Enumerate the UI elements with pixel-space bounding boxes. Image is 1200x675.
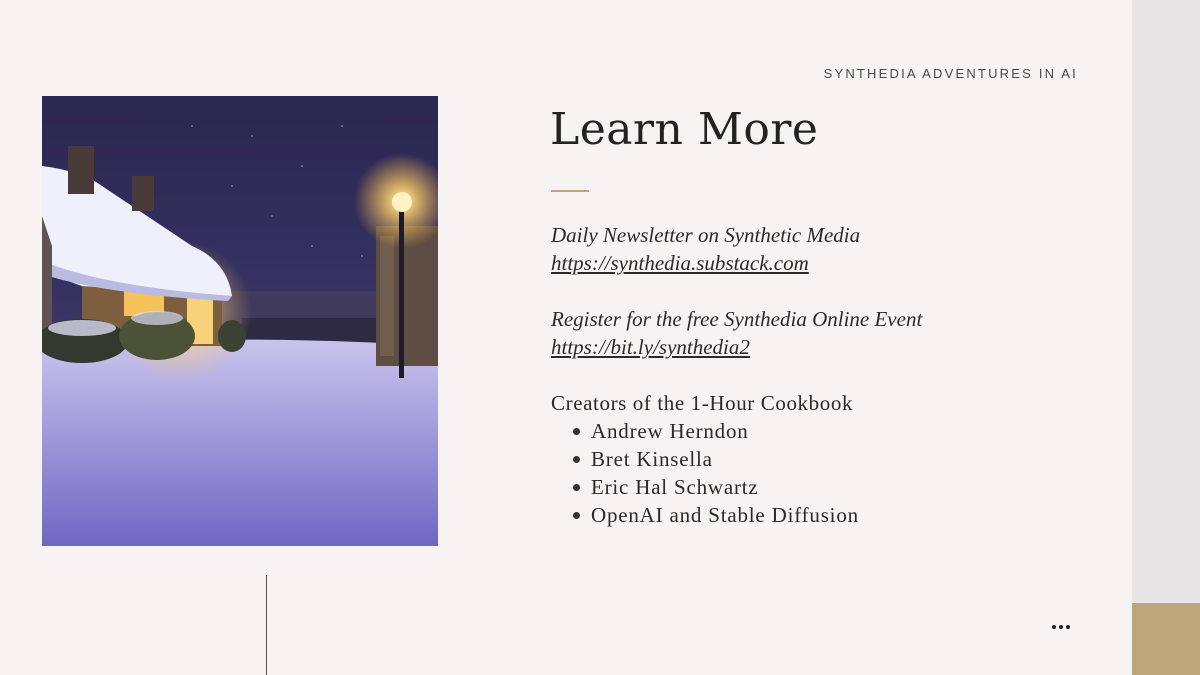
more-horizontal-icon[interactable] xyxy=(1052,620,1074,634)
newsletter-lead: Daily Newsletter on Synthetic Media xyxy=(551,223,861,247)
event-block xyxy=(551,305,922,361)
dot xyxy=(1052,625,1056,629)
title-accent-rule xyxy=(551,190,589,192)
list-item: OpenAI and Stable Diffusion xyxy=(573,501,859,529)
newsletter-link[interactable]: https://synthedia.substack.com xyxy=(551,251,809,275)
brand-label: SYNTHEDIA ADVENTURES IN AI xyxy=(823,66,1078,81)
newsletter-block xyxy=(551,221,860,277)
event-link[interactable]: https://bit.ly/synthedia2 xyxy=(551,335,750,359)
side-strip xyxy=(1132,0,1200,675)
list-item: Bret Kinsella xyxy=(573,445,859,473)
creators-heading: Creators of the 1-Hour Cookbook xyxy=(551,391,854,415)
page-title: Learn More xyxy=(550,104,819,155)
dot xyxy=(1066,625,1070,629)
accent-block xyxy=(1132,603,1200,675)
event-lead: Register for the free Synthedia Online Event xyxy=(551,307,923,331)
creators-block xyxy=(551,389,859,529)
dot xyxy=(1059,625,1063,629)
snowy-cottage-image xyxy=(42,96,438,546)
divider-line xyxy=(266,575,267,675)
list-item: Eric Hal Schwartz xyxy=(573,473,859,501)
list-item: Andrew Herndon xyxy=(573,417,859,445)
creators-list xyxy=(551,417,859,529)
